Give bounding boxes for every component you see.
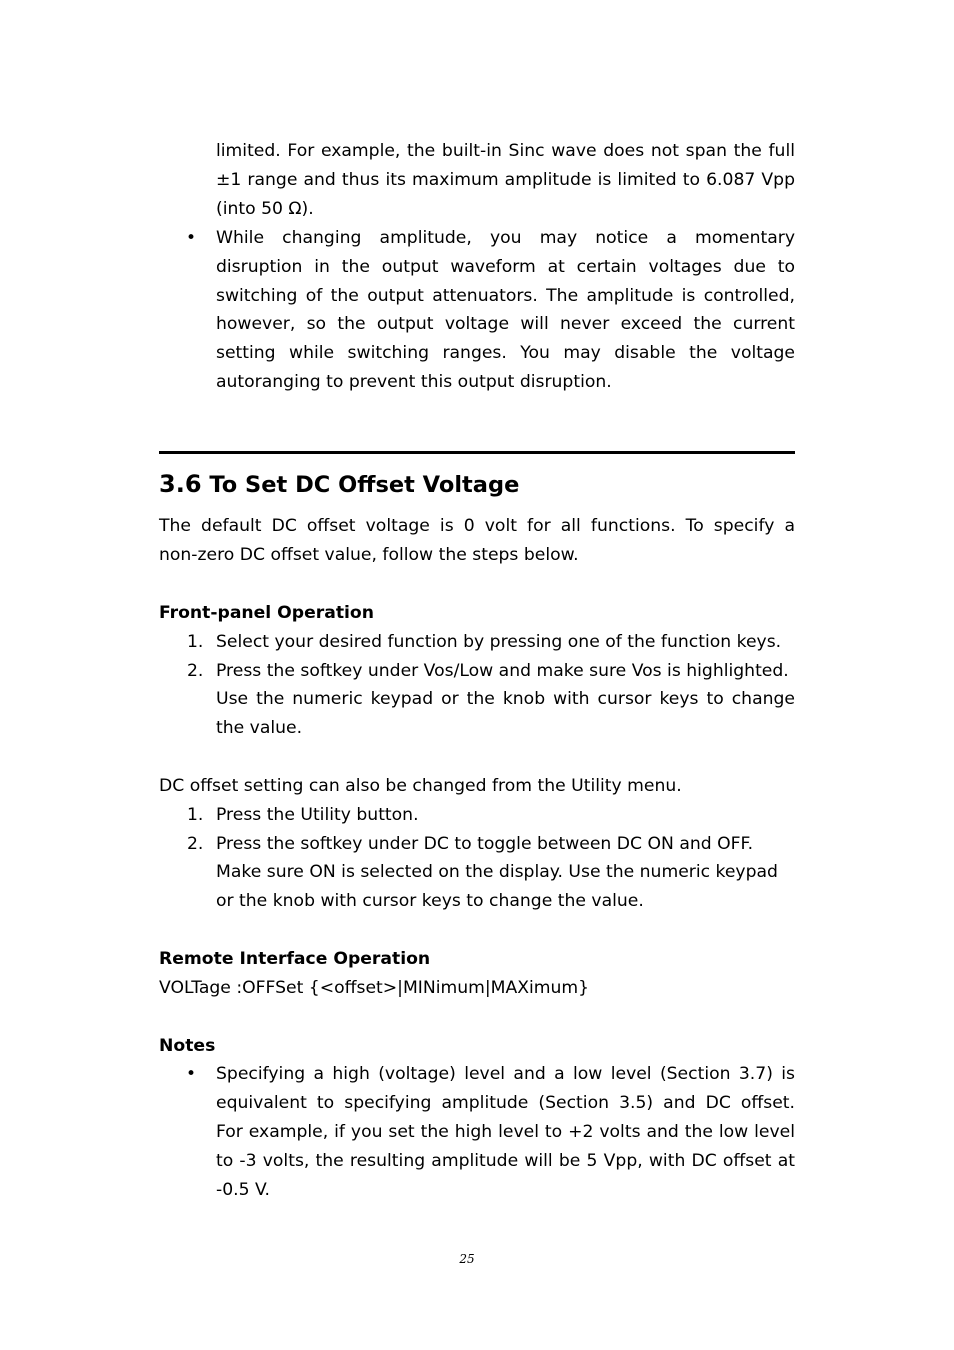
bullet-line: While changing amplitude, you may notice a momentary bbox=[216, 228, 795, 248]
note-line: equivalent to specifying amplitude (Section 3.5) and DC offset. bbox=[216, 1093, 795, 1113]
intro-line: non-zero DC offset value, follow the steps below. bbox=[159, 545, 579, 565]
intro-line: The default DC offset voltage is 0 volt for all functions. To specify a bbox=[159, 516, 795, 536]
bullet-icon: • bbox=[186, 228, 197, 248]
step-number: 2. bbox=[187, 834, 204, 854]
step-number: 2. bbox=[187, 661, 204, 681]
paragraph-line: ±1 range and thus its maximum amplitude is limited to 6.087 Vpp bbox=[216, 170, 795, 190]
bullet-line: however, so the output voltage will never exceed the current bbox=[216, 314, 795, 334]
step-line: Use the numeric keypad or the knob with cursor keys to change bbox=[216, 689, 795, 709]
bullet-line: disruption in the output waveform at certain voltages due to bbox=[216, 257, 795, 277]
remote-heading: Remote Interface Operation bbox=[159, 949, 431, 969]
bullet-line: autoranging to prevent this output disruption. bbox=[216, 372, 612, 392]
bullet-line: setting while switching ranges. You may disable the voltage bbox=[216, 343, 795, 363]
step-number: 1. bbox=[187, 632, 204, 652]
note-line: For example, if you set the high level to +2 volts and the low level bbox=[216, 1122, 795, 1142]
paragraph-line: limited. For example, the built-in Sinc wave does not span the full bbox=[216, 141, 795, 161]
notes-heading: Notes bbox=[159, 1036, 216, 1056]
step-line: Select your desired function by pressing one of the function keys. bbox=[216, 632, 782, 652]
bullet-line: switching of the output attenuators. The amplitude is controlled, bbox=[216, 286, 795, 306]
remote-command: VOLTage :OFFSet {<offset>|MINimum|MAXimum} bbox=[159, 978, 590, 998]
note-line: -0.5 V. bbox=[216, 1180, 271, 1200]
page-number: 25 bbox=[459, 1252, 475, 1266]
section-title: To Set DC Offset Voltage bbox=[209, 472, 520, 498]
section-heading bbox=[159, 468, 519, 501]
step-number: 1. bbox=[187, 805, 204, 825]
step-line: or the knob with cursor keys to change the value. bbox=[216, 891, 644, 911]
note-line: to -3 volts, the resulting amplitude will be 5 Vpp, with DC offset at bbox=[216, 1151, 795, 1171]
note-line: Specifying a high (voltage) level and a low level (Section 3.7) is bbox=[216, 1064, 795, 1084]
paragraph-line: (into 50 Ω). bbox=[216, 199, 314, 219]
bullet-icon: • bbox=[186, 1064, 197, 1084]
step-line: Make sure ON is selected on the display. Use the numeric keypad bbox=[216, 862, 778, 882]
utility-intro: DC offset setting can also be changed from the Utility menu. bbox=[159, 776, 682, 796]
step-line: Press the softkey under Vos/Low and make sure Vos is highlighted. bbox=[216, 661, 789, 681]
section-number: 3.6 bbox=[159, 470, 202, 498]
step-line: Press the softkey under DC to toggle between DC ON and OFF. bbox=[216, 834, 754, 854]
step-line: Press the Utility button. bbox=[216, 805, 419, 825]
section-divider bbox=[159, 451, 795, 454]
step-line: the value. bbox=[216, 718, 303, 738]
front-panel-heading: Front-panel Operation bbox=[159, 603, 374, 623]
